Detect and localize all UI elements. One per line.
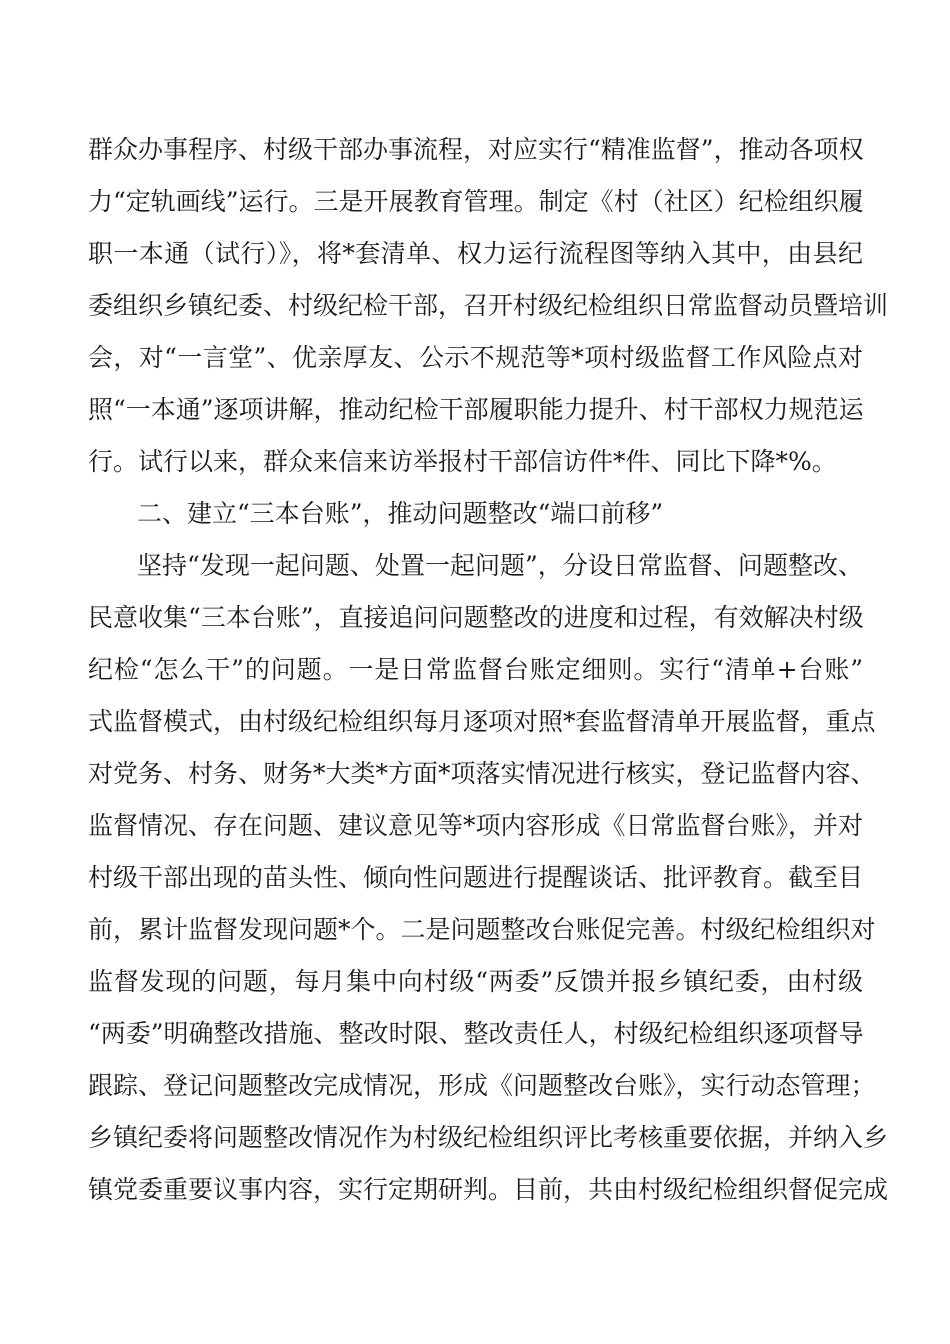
paragraph-line: 式监督模式，由村级纪检组织每月逐项对照*套监督清单开展监督，重点 — [88, 707, 876, 736]
paragraph-line: 坚持“发现一起问题、处置一起问题”，分设日常监督、问题整改、 — [137, 551, 863, 580]
paragraph-line: 村级干部出现的苗头性、倾向性问题进行提醒谈话、批评教育。截至目 — [88, 863, 864, 892]
paragraph-line: 前，累计监督发现问题*个。二是问题整改台账促完善。村级纪检组织对 — [88, 915, 876, 944]
paragraph-line: 委组织乡镇纪委、村级纪检干部，召开村级纪检组织日常监督动员暨培训 — [88, 291, 889, 320]
paragraph-line: 监督发现的问题，每月集中向村级“两委”反馈并报乡镇纪委，由村级 — [88, 967, 863, 996]
paragraph-line: 照“一本通”逐项讲解，推动纪检干部履职能力提升、村干部权力规范运 — [88, 395, 864, 424]
paragraph-line: 职一本通（试行）》，将*套清单、权力运行流程图等纳入其中，由县纪 — [88, 239, 863, 268]
paragraph-line: 群众办事程序、村级干部办事流程，对应实行“精准监督”，推动各项权 — [88, 135, 864, 164]
paragraph-line: 镇党委重要议事内容，实行定期研判。目前，共由村级纪检组织督促完成 — [88, 1175, 889, 1204]
section-heading: 二、建立“三本台账”，推动问题整改“端口前移” — [137, 499, 664, 528]
paragraph-line: 力“定轨画线”运行。三是开展教育管理。制定《村（社区）纪检组织履 — [88, 187, 864, 216]
paragraph-line: 行。试行以来，群众来信来访举报村干部信访件*件、同比下降*%。 — [88, 447, 837, 476]
paragraph-line: 乡镇纪委将问题整改情况作为村级纪检组织评比考核重要依据，并纳入乡 — [88, 1123, 889, 1152]
paragraph-line: 跟踪、登记问题整改完成情况，形成《问题整改台账》，实行动态管理； — [88, 1071, 876, 1100]
paragraph-line: 民意收集“三本台账”，直接追问问题整改的进度和过程，有效解决村级 — [88, 603, 864, 632]
paragraph-line: 会，对“一言堂”、优亲厚友、公示不规范等*项村级监督工作风险点对 — [88, 343, 863, 372]
paragraph-line: 监督情况、存在问题、建议意见等*项内容形成《日常监督台账》，并对 — [88, 811, 864, 840]
paragraph-line: “两委”明确整改措施、整改时限、整改责任人，村级纪检组织逐项督导 — [88, 1019, 864, 1048]
paragraph-line: 纪检“怎么干”的问题。一是日常监督台账定细则。实行“清单+台账” — [88, 655, 863, 684]
paragraph-line: 对党务、村务、财务*大类*方面*项落实情况进行核实，登记监督内容、 — [88, 759, 876, 788]
